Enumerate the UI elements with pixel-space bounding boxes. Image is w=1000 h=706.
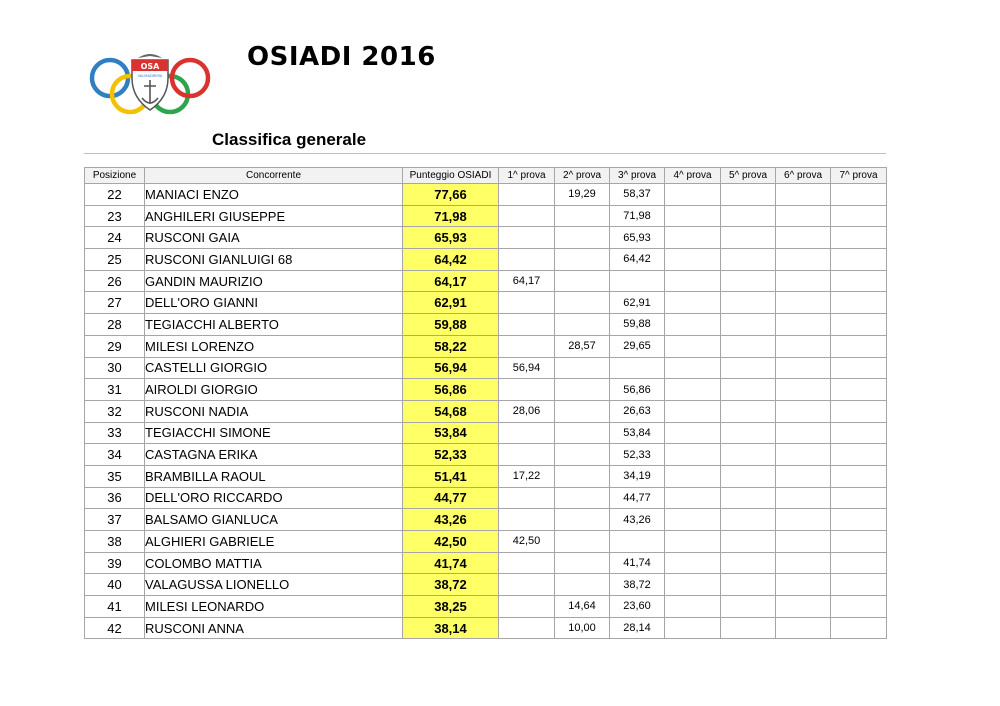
prova-4-cell	[665, 596, 721, 618]
column-header: 4^ prova	[665, 168, 721, 184]
prova-5-cell	[721, 270, 776, 292]
logo-text: OSA	[140, 62, 160, 71]
prova-3-cell: 44,77	[610, 487, 665, 509]
prova-5-cell	[721, 531, 776, 553]
prova-7-cell	[831, 487, 887, 509]
prova-5-cell	[721, 617, 776, 639]
competitor-name-cell: RUSCONI NADIA	[145, 400, 403, 422]
column-header: 1^ prova	[499, 168, 555, 184]
column-header: 5^ prova	[721, 168, 776, 184]
prova-1-cell	[499, 509, 555, 531]
competitor-name-cell: DELL'ORO RICCARDO	[145, 487, 403, 509]
position-cell: 39	[85, 552, 145, 574]
prova-7-cell	[831, 249, 887, 271]
prova-3-cell	[610, 357, 665, 379]
prova-3-cell: 23,60	[610, 596, 665, 618]
competitor-name-cell: DELL'ORO GIANNI	[145, 292, 403, 314]
prova-6-cell	[776, 227, 831, 249]
prova-6-cell	[776, 596, 831, 618]
prova-2-cell	[555, 379, 610, 401]
competitor-name-cell: VALAGUSSA LIONELLO	[145, 574, 403, 596]
prova-4-cell	[665, 335, 721, 357]
position-cell: 38	[85, 531, 145, 553]
prova-7-cell	[831, 314, 887, 336]
prova-7-cell	[831, 357, 887, 379]
score-cell: 56,94	[403, 357, 499, 379]
prova-5-cell	[721, 552, 776, 574]
prova-3-cell: 58,37	[610, 184, 665, 206]
prova-4-cell	[665, 552, 721, 574]
score-cell: 38,14	[403, 617, 499, 639]
prova-2-cell	[555, 400, 610, 422]
prova-6-cell	[776, 335, 831, 357]
prova-2-cell	[555, 574, 610, 596]
prova-4-cell	[665, 184, 721, 206]
position-cell: 33	[85, 422, 145, 444]
score-cell: 56,86	[403, 379, 499, 401]
prova-1-cell	[499, 487, 555, 509]
prova-1-cell	[499, 249, 555, 271]
prova-7-cell	[831, 270, 887, 292]
position-cell: 35	[85, 465, 145, 487]
prova-4-cell	[665, 574, 721, 596]
prova-5-cell	[721, 227, 776, 249]
position-cell: 32	[85, 400, 145, 422]
competitor-name-cell: TEGIACCHI ALBERTO	[145, 314, 403, 336]
divider	[84, 153, 886, 154]
prova-4-cell	[665, 314, 721, 336]
prova-1-cell: 42,50	[499, 531, 555, 553]
competitor-name-cell: COLOMBO MATTIA	[145, 552, 403, 574]
prova-1-cell: 56,94	[499, 357, 555, 379]
prova-2-cell	[555, 487, 610, 509]
prova-4-cell	[665, 249, 721, 271]
prova-3-cell: 29,65	[610, 335, 665, 357]
competitor-name-cell: BRAMBILLA RAOUL	[145, 465, 403, 487]
prova-1-cell	[499, 379, 555, 401]
prova-6-cell	[776, 574, 831, 596]
prova-4-cell	[665, 531, 721, 553]
competitor-name-cell: CASTELLI GIORGIO	[145, 357, 403, 379]
prova-2-cell: 10,00	[555, 617, 610, 639]
prova-3-cell: 71,98	[610, 205, 665, 227]
score-cell: 64,42	[403, 249, 499, 271]
page-title: OSIADI 2016	[247, 42, 436, 72]
position-cell: 42	[85, 617, 145, 639]
prova-2-cell	[555, 465, 610, 487]
prova-6-cell	[776, 617, 831, 639]
prova-4-cell	[665, 357, 721, 379]
competitor-name-cell: RUSCONI GIANLUIGI 68	[145, 249, 403, 271]
table-row	[85, 465, 887, 487]
table-row	[85, 509, 887, 531]
prova-2-cell: 19,29	[555, 184, 610, 206]
table-row	[85, 379, 887, 401]
prova-5-cell	[721, 465, 776, 487]
prova-2-cell	[555, 531, 610, 553]
table-row	[85, 314, 887, 336]
prova-3-cell: 28,14	[610, 617, 665, 639]
prova-7-cell	[831, 400, 887, 422]
prova-7-cell	[831, 509, 887, 531]
prova-1-cell: 64,17	[499, 270, 555, 292]
prova-1-cell	[499, 335, 555, 357]
prova-4-cell	[665, 227, 721, 249]
prova-7-cell	[831, 292, 887, 314]
prova-7-cell	[831, 227, 887, 249]
position-cell: 23	[85, 205, 145, 227]
prova-4-cell	[665, 379, 721, 401]
prova-5-cell	[721, 379, 776, 401]
prova-2-cell	[555, 509, 610, 531]
prova-5-cell	[721, 205, 776, 227]
prova-6-cell	[776, 444, 831, 466]
table-row	[85, 292, 887, 314]
table-row	[85, 617, 887, 639]
prova-7-cell	[831, 552, 887, 574]
prova-2-cell	[555, 314, 610, 336]
prova-1-cell	[499, 314, 555, 336]
column-header: Posizione	[85, 168, 145, 184]
prova-3-cell: 64,42	[610, 249, 665, 271]
competitor-name-cell: RUSCONI ANNA	[145, 617, 403, 639]
prova-1-cell: 28,06	[499, 400, 555, 422]
score-cell: 62,91	[403, 292, 499, 314]
prova-6-cell	[776, 379, 831, 401]
prova-1-cell	[499, 205, 555, 227]
table-row	[85, 335, 887, 357]
prova-5-cell	[721, 574, 776, 596]
prova-3-cell: 65,93	[610, 227, 665, 249]
prova-1-cell	[499, 596, 555, 618]
table-header-row	[85, 168, 887, 184]
score-cell: 77,66	[403, 184, 499, 206]
prova-6-cell	[776, 487, 831, 509]
position-cell: 27	[85, 292, 145, 314]
prova-1-cell	[499, 227, 555, 249]
prova-2-cell: 28,57	[555, 335, 610, 357]
prova-3-cell: 62,91	[610, 292, 665, 314]
score-cell: 53,84	[403, 422, 499, 444]
eagle-icon	[138, 54, 162, 58]
table-row	[85, 270, 887, 292]
score-cell: 65,93	[403, 227, 499, 249]
prova-3-cell: 56,86	[610, 379, 665, 401]
column-header: Punteggio OSIADI	[403, 168, 499, 184]
score-cell: 42,50	[403, 531, 499, 553]
prova-7-cell	[831, 617, 887, 639]
prova-4-cell	[665, 444, 721, 466]
prova-5-cell	[721, 422, 776, 444]
prova-4-cell	[665, 487, 721, 509]
prova-7-cell	[831, 379, 887, 401]
table-row	[85, 552, 887, 574]
prova-1-cell	[499, 617, 555, 639]
prova-7-cell	[831, 184, 887, 206]
prova-5-cell	[721, 400, 776, 422]
prova-3-cell: 26,63	[610, 400, 665, 422]
table-row	[85, 422, 887, 444]
competitor-name-cell: TEGIACCHI SIMONE	[145, 422, 403, 444]
prova-5-cell	[721, 335, 776, 357]
prova-7-cell	[831, 465, 887, 487]
prova-6-cell	[776, 205, 831, 227]
prova-7-cell	[831, 205, 887, 227]
competitor-name-cell: RUSCONI GAIA	[145, 227, 403, 249]
prova-2-cell	[555, 227, 610, 249]
prova-7-cell	[831, 574, 887, 596]
prova-1-cell: 17,22	[499, 465, 555, 487]
prova-4-cell	[665, 400, 721, 422]
prova-1-cell	[499, 422, 555, 444]
column-header: Concorrente	[145, 168, 403, 184]
standings-table	[84, 167, 887, 639]
table-row	[85, 205, 887, 227]
prova-4-cell	[665, 292, 721, 314]
score-cell: 43,26	[403, 509, 499, 531]
prova-3-cell: 41,74	[610, 552, 665, 574]
page-subtitle: Classifica generale	[212, 130, 367, 149]
prova-7-cell	[831, 422, 887, 444]
position-cell: 22	[85, 184, 145, 206]
prova-5-cell	[721, 184, 776, 206]
table-row	[85, 357, 887, 379]
table-row	[85, 249, 887, 271]
competitor-name-cell: MILESI LEONARDO	[145, 596, 403, 618]
prova-6-cell	[776, 184, 831, 206]
prova-4-cell	[665, 465, 721, 487]
position-cell: 24	[85, 227, 145, 249]
prova-2-cell	[555, 357, 610, 379]
position-cell: 29	[85, 335, 145, 357]
prova-2-cell	[555, 249, 610, 271]
score-cell: 38,25	[403, 596, 499, 618]
score-cell: 51,41	[403, 465, 499, 487]
prova-4-cell	[665, 205, 721, 227]
competitor-name-cell: ALGHIERI GABRIELE	[145, 531, 403, 553]
prova-7-cell	[831, 596, 887, 618]
score-cell: 64,17	[403, 270, 499, 292]
prova-1-cell	[499, 292, 555, 314]
prova-6-cell	[776, 314, 831, 336]
prova-4-cell	[665, 422, 721, 444]
prova-7-cell	[831, 335, 887, 357]
prova-2-cell	[555, 292, 610, 314]
position-cell: 36	[85, 487, 145, 509]
table-row	[85, 574, 887, 596]
prova-5-cell	[721, 596, 776, 618]
prova-5-cell	[721, 249, 776, 271]
prova-6-cell	[776, 270, 831, 292]
prova-5-cell	[721, 444, 776, 466]
table-row	[85, 227, 887, 249]
position-cell: 31	[85, 379, 145, 401]
prova-5-cell	[721, 314, 776, 336]
logo-subtext: VALMADRERA	[137, 74, 163, 78]
prova-5-cell	[721, 292, 776, 314]
score-cell: 44,77	[403, 487, 499, 509]
score-cell: 38,72	[403, 574, 499, 596]
osa-olympic-rings-logo	[88, 48, 212, 120]
competitor-name-cell: MANIACI ENZO	[145, 184, 403, 206]
score-cell: 59,88	[403, 314, 499, 336]
prova-3-cell: 38,72	[610, 574, 665, 596]
column-header: 2^ prova	[555, 168, 610, 184]
score-cell: 71,98	[403, 205, 499, 227]
prova-2-cell	[555, 422, 610, 444]
score-cell: 54,68	[403, 400, 499, 422]
column-header: 7^ prova	[831, 168, 887, 184]
prova-3-cell	[610, 531, 665, 553]
column-header: 6^ prova	[776, 168, 831, 184]
prova-1-cell	[499, 444, 555, 466]
prova-7-cell	[831, 444, 887, 466]
prova-1-cell	[499, 552, 555, 574]
prova-3-cell: 52,33	[610, 444, 665, 466]
table-row	[85, 184, 887, 206]
prova-6-cell	[776, 531, 831, 553]
position-cell: 25	[85, 249, 145, 271]
competitor-name-cell: CASTAGNA ERIKA	[145, 444, 403, 466]
prova-6-cell	[776, 509, 831, 531]
prova-6-cell	[776, 357, 831, 379]
score-cell: 58,22	[403, 335, 499, 357]
prova-6-cell	[776, 422, 831, 444]
table-row	[85, 487, 887, 509]
prova-2-cell	[555, 552, 610, 574]
prova-1-cell	[499, 574, 555, 596]
score-cell: 52,33	[403, 444, 499, 466]
table-row	[85, 400, 887, 422]
prova-3-cell: 59,88	[610, 314, 665, 336]
prova-5-cell	[721, 487, 776, 509]
prova-3-cell: 34,19	[610, 465, 665, 487]
prova-6-cell	[776, 249, 831, 271]
score-cell: 41,74	[403, 552, 499, 574]
prova-5-cell	[721, 357, 776, 379]
position-cell: 34	[85, 444, 145, 466]
position-cell: 26	[85, 270, 145, 292]
prova-6-cell	[776, 552, 831, 574]
prova-1-cell	[499, 184, 555, 206]
position-cell: 40	[85, 574, 145, 596]
prova-4-cell	[665, 270, 721, 292]
table-row	[85, 596, 887, 618]
prova-2-cell	[555, 444, 610, 466]
prova-6-cell	[776, 465, 831, 487]
table-row	[85, 444, 887, 466]
prova-3-cell: 43,26	[610, 509, 665, 531]
prova-4-cell	[665, 509, 721, 531]
position-cell: 28	[85, 314, 145, 336]
prova-2-cell	[555, 270, 610, 292]
competitor-name-cell: GANDIN MAURIZIO	[145, 270, 403, 292]
competitor-name-cell: BALSAMO GIANLUCA	[145, 509, 403, 531]
position-cell: 41	[85, 596, 145, 618]
prova-5-cell	[721, 509, 776, 531]
competitor-name-cell: AIROLDI GIORGIO	[145, 379, 403, 401]
prova-6-cell	[776, 292, 831, 314]
prova-2-cell	[555, 205, 610, 227]
prova-2-cell: 14,64	[555, 596, 610, 618]
prova-3-cell	[610, 270, 665, 292]
prova-3-cell: 53,84	[610, 422, 665, 444]
competitor-name-cell: MILESI LORENZO	[145, 335, 403, 357]
competitor-name-cell: ANGHILERI GIUSEPPE	[145, 205, 403, 227]
position-cell: 30	[85, 357, 145, 379]
prova-7-cell	[831, 531, 887, 553]
prova-6-cell	[776, 400, 831, 422]
column-header: 3^ prova	[610, 168, 665, 184]
table-row	[85, 531, 887, 553]
position-cell: 37	[85, 509, 145, 531]
prova-4-cell	[665, 617, 721, 639]
